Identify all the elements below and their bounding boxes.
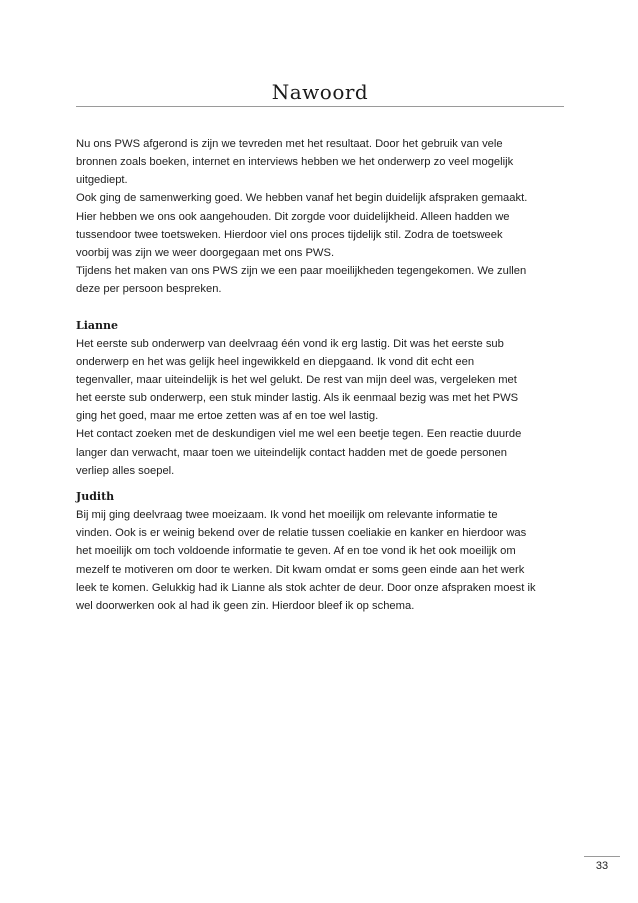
page-number: 33 bbox=[595, 860, 609, 872]
text-line: mezelf te motiveren om door te werken. Dit kwam omdat er soms geen einde aan het werk bbox=[76, 563, 525, 576]
section-judith bbox=[76, 488, 566, 615]
page-title: Nawoord bbox=[271, 80, 369, 104]
text-line: tegenvaller, maar uiteindelijk is het wel gelukt. De rest van mijn deel was, vergeleken met bbox=[76, 374, 517, 387]
text-line: ging het goed, maar me ertoe zetten was af en toe wel lastig. bbox=[76, 410, 379, 423]
section-heading: Judith bbox=[76, 489, 115, 503]
text-line: Bij mij ging deelvraag twee moeizaam. Ik vond het moeilijk om relevante informatie te bbox=[76, 509, 498, 522]
intro-paragraph bbox=[76, 135, 566, 298]
text-line: Het contact zoeken met de deskundigen viel me wel een beetje tegen. Een reactie duurde bbox=[76, 428, 522, 441]
text-line: deze per persoon bespreken. bbox=[76, 283, 222, 296]
section-lianne bbox=[76, 317, 566, 480]
text-line: tussendoor twee toetsweken. Hierdoor viel ons proces tijdelijk stil. Zodra de toetsweek bbox=[76, 228, 503, 241]
text-line: leek te komen. Gelukkig had ik Lianne als stok achter de deur. Door onze afspraken moest ik bbox=[76, 581, 536, 594]
text-line: langer dan verwacht, maar toen we uiteindelijk contact hadden met de goede personen bbox=[76, 446, 507, 459]
footer-divider bbox=[584, 856, 620, 857]
text-line: voorbij was zijn we weer doorgegaan met ons PWS. bbox=[76, 246, 335, 259]
title-divider bbox=[76, 106, 564, 107]
text-line: uitgediept. bbox=[76, 174, 128, 187]
text-line: het eerste sub onderwerp, een stuk minder lastig. Als ik eenmaal bezig was met het PWS bbox=[76, 392, 519, 405]
section-heading: Lianne bbox=[76, 318, 119, 332]
text-line: het moeilijk om toch voldoende informatie te geven. Af en toe vond ik het ook moeilijk om bbox=[76, 545, 516, 558]
text-line: onderwerp en het was gelijk heel ingewikkeld en diepgaand. Ik vond dit echt een bbox=[76, 355, 475, 368]
text-line: Hier hebben we ons ook aangehouden. Dit zorgde voor duidelijkheid. Alleen hadden we bbox=[76, 210, 510, 223]
text-line: Ook ging de samenwerking goed. We hebben vanaf het begin duidelijk afspraken gemaakt. bbox=[76, 192, 528, 205]
text-line: bronnen zoals boeken, internet en interviews hebben we het onderwerp zo veel mogelijk bbox=[76, 156, 514, 169]
text-line: verliep alles soepel. bbox=[76, 464, 175, 477]
text-line: vinden. Ook is er weinig bekend over de relatie tussen coeliakie en kanker en hierdoor was bbox=[76, 527, 527, 540]
text-line: Het eerste sub onderwerp van deelvraag één vond ik erg lastig. Dit was het eerste sub bbox=[76, 337, 504, 350]
text-line: Nu ons PWS afgerond is zijn we tevreden met het resultaat. Door het gebruik van vele bbox=[76, 138, 503, 150]
text-line: wel doorwerken ook al had ik geen zin. Hierdoor bleef ik op schema. bbox=[76, 599, 415, 612]
document-body bbox=[76, 135, 566, 615]
text-line: Tijdens het maken van ons PWS zijn we een paar moeilijkheden tegengekomen. We zullen bbox=[76, 265, 527, 278]
